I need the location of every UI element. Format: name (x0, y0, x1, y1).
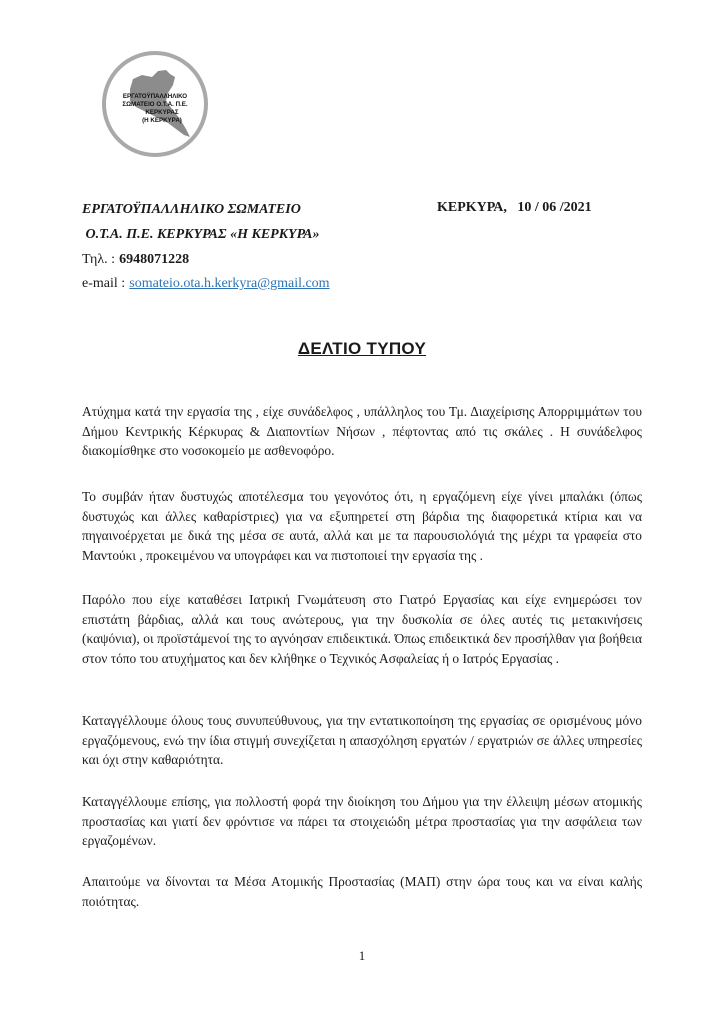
paragraph-4: Καταγγέλλουμε όλους τους συνυπεύθυνους, για την εντατικοποίηση της εργασίας σε ορισμένους μόνο εργαζόμενους, ενώ την ίδια στιγμή συνεχίζεται η απασχόληση εργατών / εργατριών σε άλλες υπηρεσίες και όχι στην καθαριότητα. (82, 713, 642, 768)
paragraph-6: Απαιτούμε να δίνονται τα Μέσα Ατομικής Προστασίας (ΜΑΠ) στην ώρα τους και να είναι καλής ποιότητας. (82, 874, 642, 909)
place-date: ΚΕΡΚΥΡΑ, 10 / 06 /2021 (437, 200, 592, 215)
paragraph-2: Το συμβάν ήταν δυστυχώς αποτέλεσμα του γεγονότος ότι, η εργαζόμενη είχε γίνει μπαλάκι (όπως δυστυχώς και άλλες καθαρίστριες) για να εξυπηρετεί στη βάρδια της διαφορετικά κτίρια και να πηγαινοέρχεται με δικά της μέσα σε αυτά, αλλά και με τα παρουσιολόγιά της μέχρι τα γραφεία στο Μαντούκι , προκειμένου να υπογράφει και να πιστοποιεί την εργασία της . (82, 489, 642, 563)
paragraph-3: Παρόλο που είχε καταθέσει Ιατρική Γνωμάτευση στο Γιατρό Εργασίας και είχε ενημερώσει τον επιστάτη βάρδιας, αλλά και τους ανώτερους, για την δυσκολία σε όλες αυτές τις μετακινήσεις (καψόνια), οι προϊστάμενοί της το αγνόησαν επιδεικτικά. Όπως επιδεικτικά δεν προσήλθαν για βοήθεια στον τόπο του ατυχήματος και δεν κλήθηκε ο Τεχνικός Ασφαλείας ή ο Ιατρός Εργασίας . (82, 592, 642, 666)
logo-text-line-4: (Η ΚΕΡΚΥΡΑ) (142, 117, 182, 124)
logo-text-line-2: ΣΩΜΑΤΕΙΟ Ο.Τ.Α. Π.Ε. (122, 101, 188, 108)
phone-number: 6948071228 (119, 252, 190, 267)
email-link[interactable]: somateio.ota.h.kerkyra@gmail.com (129, 276, 330, 291)
paragraph-1: Ατύχημα κατά την εργασία της , είχε συνάδελφος , υπάλληλος του Τμ. Διαχείρισης Απορριμμάτων του Δήμου Κεντρικής Κέρκυρας & Διαποντίων Νήσων , πέφτοντας από τις σκάλες . Η συνάδελφος διακομίσθηκε στο νοσοκομείο με ασθενοφόρο. (82, 404, 642, 459)
phone-label: Τηλ. : (82, 252, 116, 267)
phone-row (82, 250, 189, 269)
email-label: e-mail : (82, 276, 126, 291)
page-number: 1 (358, 948, 366, 963)
logo-text-line-3: ΚΕΡΚΥΡΑΣ (145, 109, 179, 116)
page-title: ΔΕΛΤΙΟ ΤΥΠΟΥ (297, 339, 427, 358)
email-row (82, 274, 330, 293)
org-name-line-1: ΕΡΓΑΤΟΫΠΑΛΛΗΛΙΚΟ ΣΩΜΑΤΕΙΟ (82, 202, 301, 217)
union-logo (100, 49, 210, 159)
logo-text-line-1: ΕΡΓΑΤΟΫΠΑΛΛΗΛΙΚΟ (122, 93, 188, 100)
paragraph-5: Καταγγέλλουμε επίσης, για πολλοστή φορά την διοίκηση του Δήμου για την έλλειψη μέσων ατομικής προστασίας και γιατί δεν φρόντισε να πάρει τα στοιχειώδη μέτρα προστασίας για την ασφάλεια των εργαζομένων. (82, 794, 642, 849)
org-name-line-2: Ο.Τ.Α. Π.Ε. ΚΕΡΚΥΡΑΣ «Η ΚΕΡΚΥΡΑ» (82, 227, 320, 242)
